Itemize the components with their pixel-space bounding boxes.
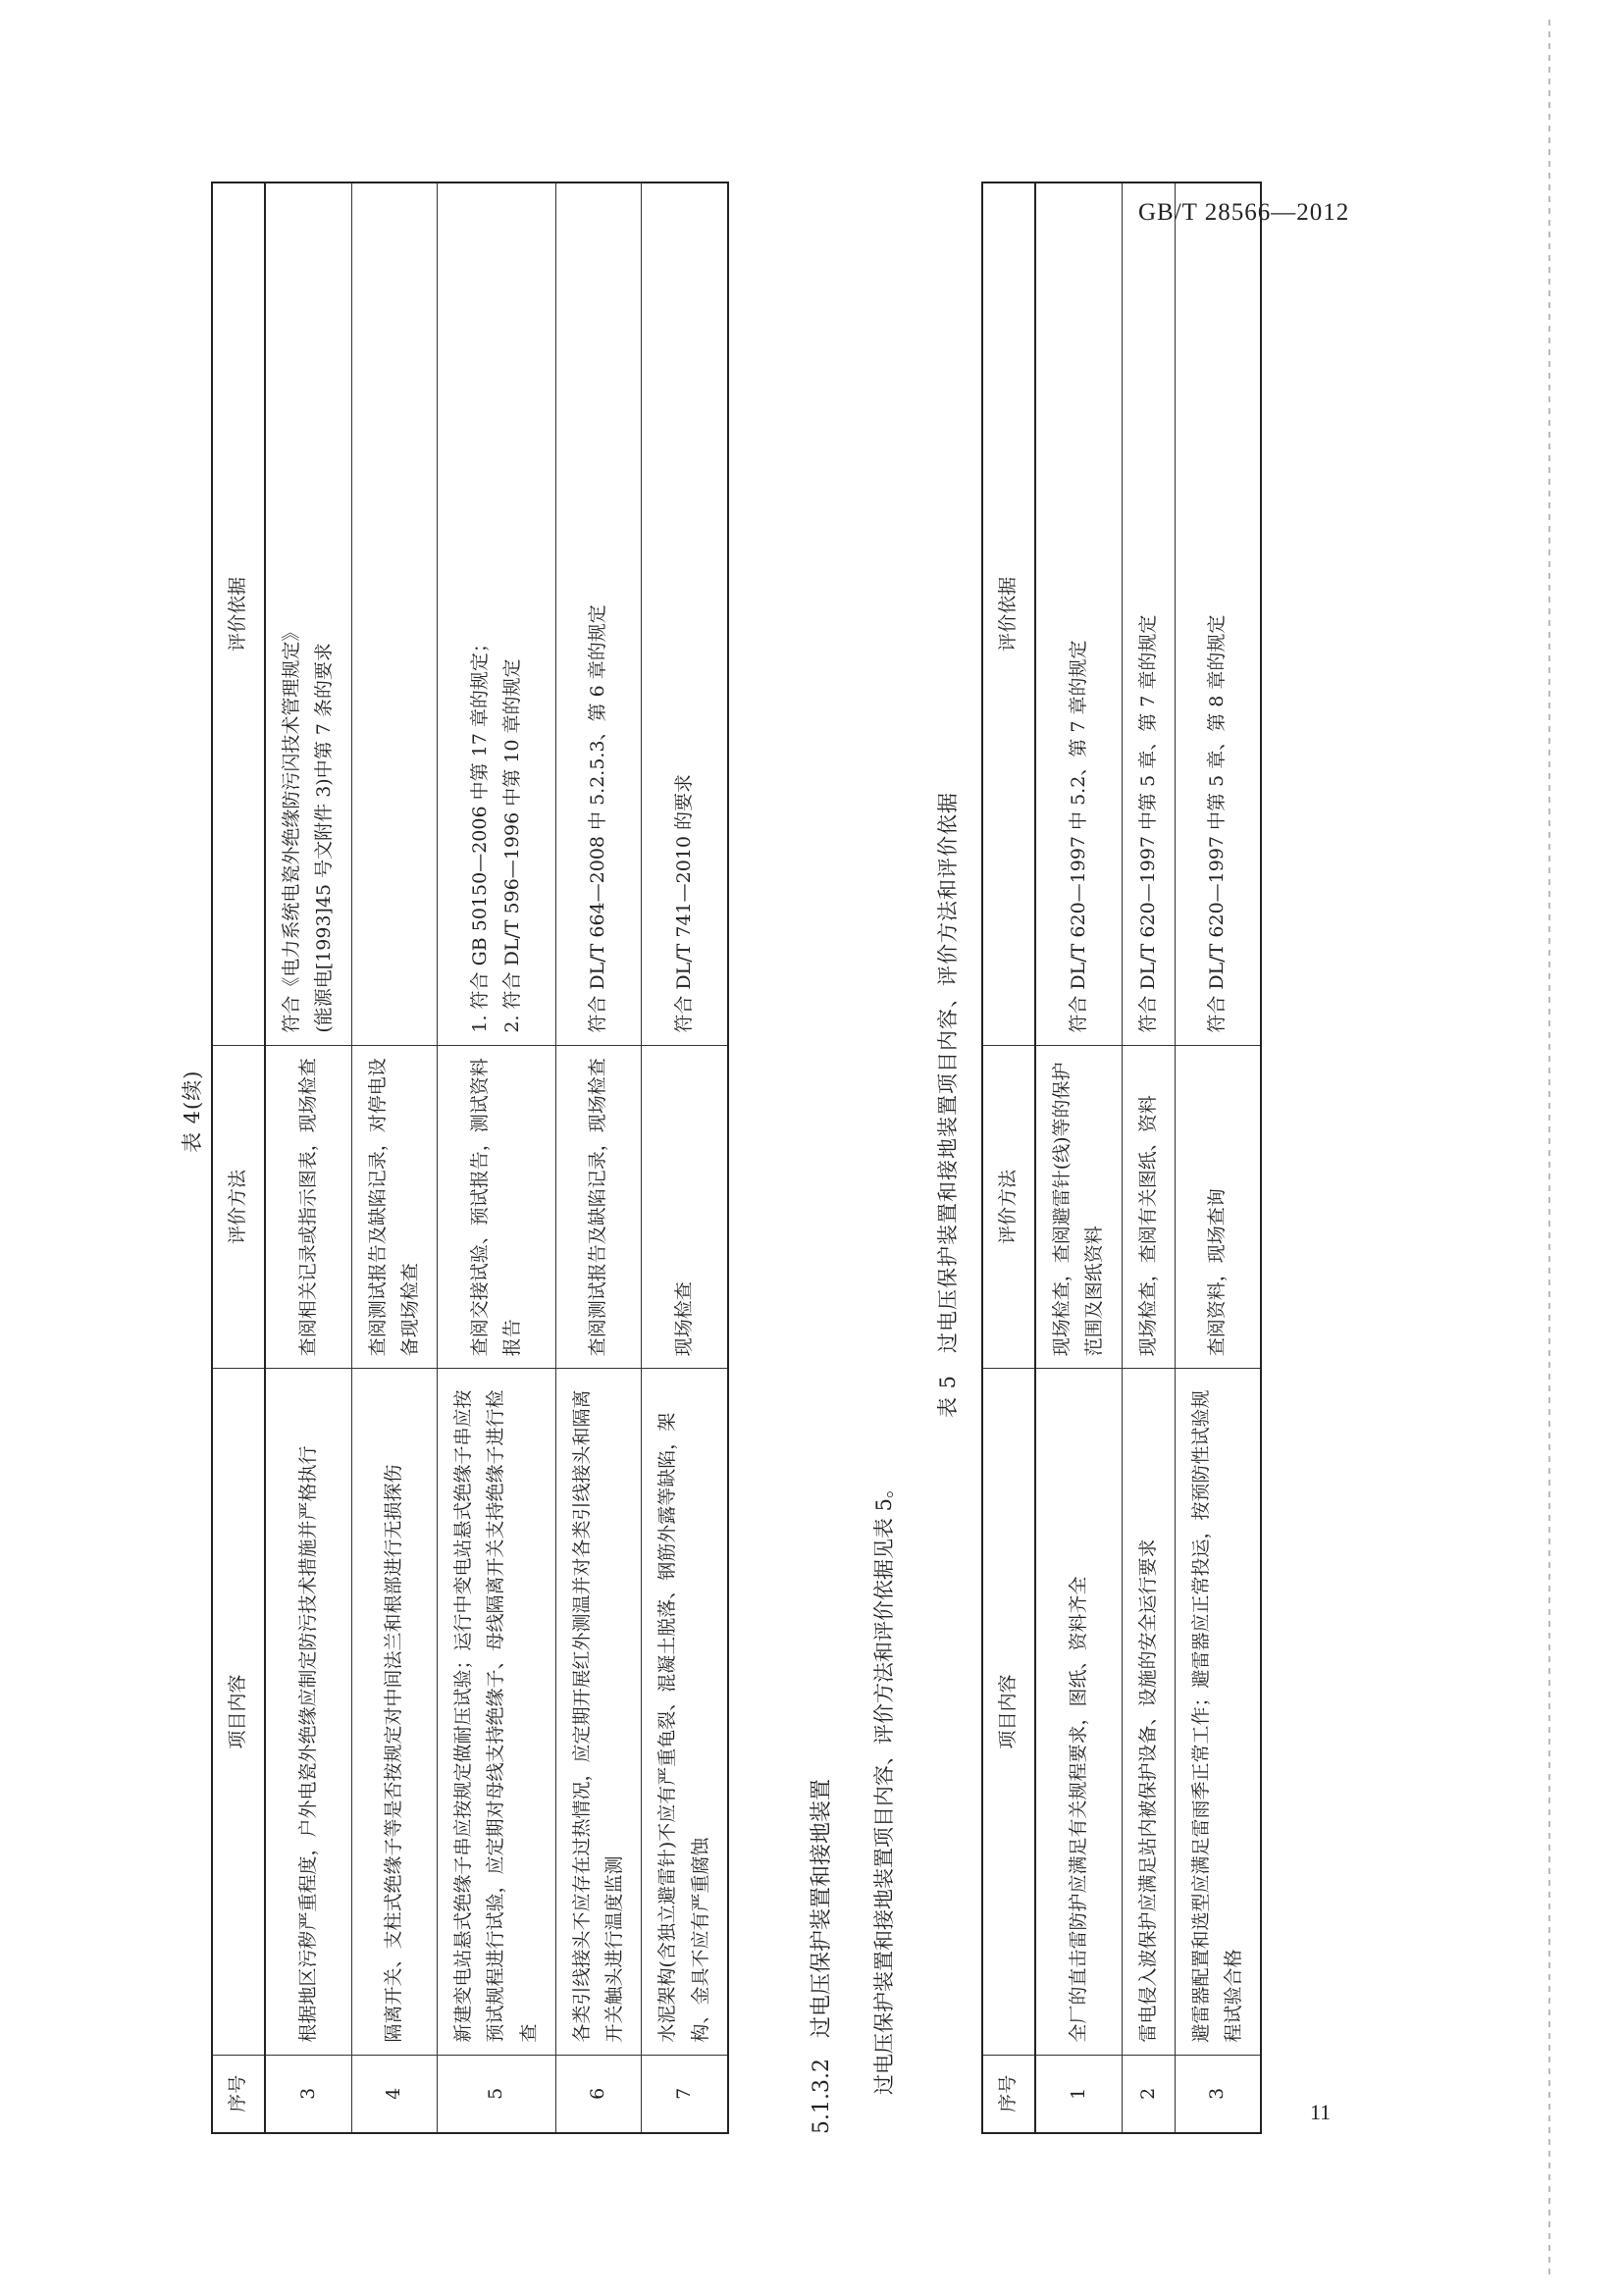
table5-header-basis: 评价依据	[982, 183, 1035, 1045]
row-seq: 7	[642, 2055, 728, 2133]
row-content: 避雷器配置和选型应满足雷雨季正常工作；避雷器应正常投运，按预防性试验规程试验合格	[1175, 1369, 1261, 2055]
row-seq: 3	[1175, 2055, 1261, 2133]
table4-header-seq: 序号	[212, 2055, 265, 2133]
row-method: 现场检查，查阅有关图纸、资料	[1122, 1045, 1175, 1369]
table4-caption: 表 4(续)	[181, 1070, 204, 1153]
page-number: 11	[1310, 2100, 1332, 2124]
row-method: 现场检查，查阅避雷针(线)等的保护范围及图纸资料	[1035, 1045, 1122, 1369]
section-title: 过电压保护装置和接地装置	[810, 1779, 834, 2039]
section-heading	[805, 1779, 835, 2134]
row-basis	[555, 183, 642, 1045]
row-basis	[265, 183, 351, 1045]
table-row	[1035, 183, 1122, 2133]
table-row	[555, 183, 642, 2133]
row-content: 隔离开关、支柱式绝缘子等是否按规定对中间法兰和根部进行无损探伤	[351, 1369, 438, 2055]
row-method: 查阅相关记录或指示图表，现场检查	[265, 1045, 351, 1369]
row-content: 雷电侵入波保护应满足站内被保护设备、设施的安全运行要求	[1122, 1369, 1175, 2055]
basis-line: 2. 符合 DL/T 596—1996 中第 10 章的规定	[500, 658, 523, 1033]
row-basis: 符合 DL/T 620—1997 中第 5 章、第 8 章的规定	[1175, 183, 1261, 1045]
table-row	[1175, 183, 1261, 2133]
row-seq: 5	[438, 2055, 556, 2133]
basis-line: 符合 DL/T 664—2008 中 5.2.5.3、第 6 章的规定	[587, 604, 609, 1033]
table5-header-seq: 序号	[982, 2055, 1035, 2133]
table5-header-content: 项目内容	[982, 1369, 1035, 2055]
row-method: 查阅测试报告及缺陷记录，现场检查	[555, 1045, 642, 1369]
row-seq: 2	[1122, 2055, 1175, 2133]
table-row	[351, 183, 438, 2133]
table4-header-content: 项目内容	[212, 1369, 265, 2055]
table-row	[642, 183, 728, 2133]
basis-line: 1. 符合 GB 50150—2006 中第 17 章的规定；	[468, 634, 491, 1033]
table-row	[438, 183, 556, 2133]
rotated-page-content	[167, 93, 1609, 2134]
row-method: 现场检查	[642, 1045, 728, 1369]
section-number: 5.1.3.2	[810, 2059, 834, 2134]
table4-header-method: 评价方法	[212, 1045, 265, 1369]
table4-header-basis: 评价依据	[212, 183, 265, 1045]
row-basis	[438, 183, 556, 1045]
row-content: 新建变电站悬式绝缘子串应按规定做耐压试验；运行中变电站悬式绝缘子串应按预试规程进行试验，应定期对母线支持绝缘子、母线隔离开关支持绝缘子进行检查	[438, 1369, 556, 2055]
table4-header-row	[212, 183, 265, 2133]
row-seq: 1	[1035, 2055, 1122, 2133]
basis-line: 符合《电力系统电瓷外绝缘防污闪技术管理规定》	[281, 622, 302, 1033]
table-row	[1122, 183, 1175, 2133]
row-seq: 3	[265, 2055, 351, 2133]
section-paragraph: 过电压保护装置和接地装置项目内容、评价方法和评价依据见表 5。	[872, 1477, 896, 2095]
row-seq: 4	[351, 2055, 438, 2133]
row-basis: 符合 DL/T 620—1997 中 5.2、第 7 章的规定	[1035, 183, 1122, 1045]
row-method: 查阅交接试验、预试报告，测试资料报告	[438, 1045, 556, 1369]
table5	[981, 182, 1262, 2134]
row-method: 查阅测试报告及缺陷记录，对停电设备现场检查	[351, 1045, 438, 1369]
row-content: 全厂的直击雷防护应满足有关规程要求，图纸、资料齐全	[1035, 1369, 1122, 2055]
table5-header-method: 评价方法	[982, 1045, 1035, 1369]
table-row	[265, 183, 351, 2133]
row-content: 水泥架构(含独立避雷针)不应有严重龟裂、混凝土脱落、钢筋外露等缺陷，架构、金具不应有严重腐蚀	[642, 1369, 728, 2055]
row-method: 查阅资料，现场查询	[1175, 1045, 1261, 1369]
row-basis	[351, 183, 438, 1045]
table4	[211, 182, 729, 2134]
table5-caption: 表 5 过电压保护装置和接地装置项目内容、评价方法和评价依据	[936, 791, 960, 1418]
standard-code: GB/T 28566—2012	[1138, 199, 1350, 226]
row-content: 各类引线接头不应存在过热情况，应定期开展红外测温并对各类引线接头和隔离开关触头进行温度监测	[555, 1369, 642, 2055]
basis-line: 符合 DL/T 741—2010 的要求	[672, 773, 695, 1033]
basis-line: (能源电[1993]45 号文附件 3)中第 7 条的要求	[313, 643, 336, 1033]
table5-header-row	[982, 183, 1035, 2133]
row-seq: 6	[555, 2055, 642, 2133]
row-basis	[642, 183, 728, 1045]
row-content: 根据地区污秽严重程度，户外电瓷外绝缘应制定防污技术措施并严格执行	[265, 1369, 351, 2055]
row-basis: 符合 DL/T 620—1997 中第 5 章、第 7 章的规定	[1122, 183, 1175, 1045]
